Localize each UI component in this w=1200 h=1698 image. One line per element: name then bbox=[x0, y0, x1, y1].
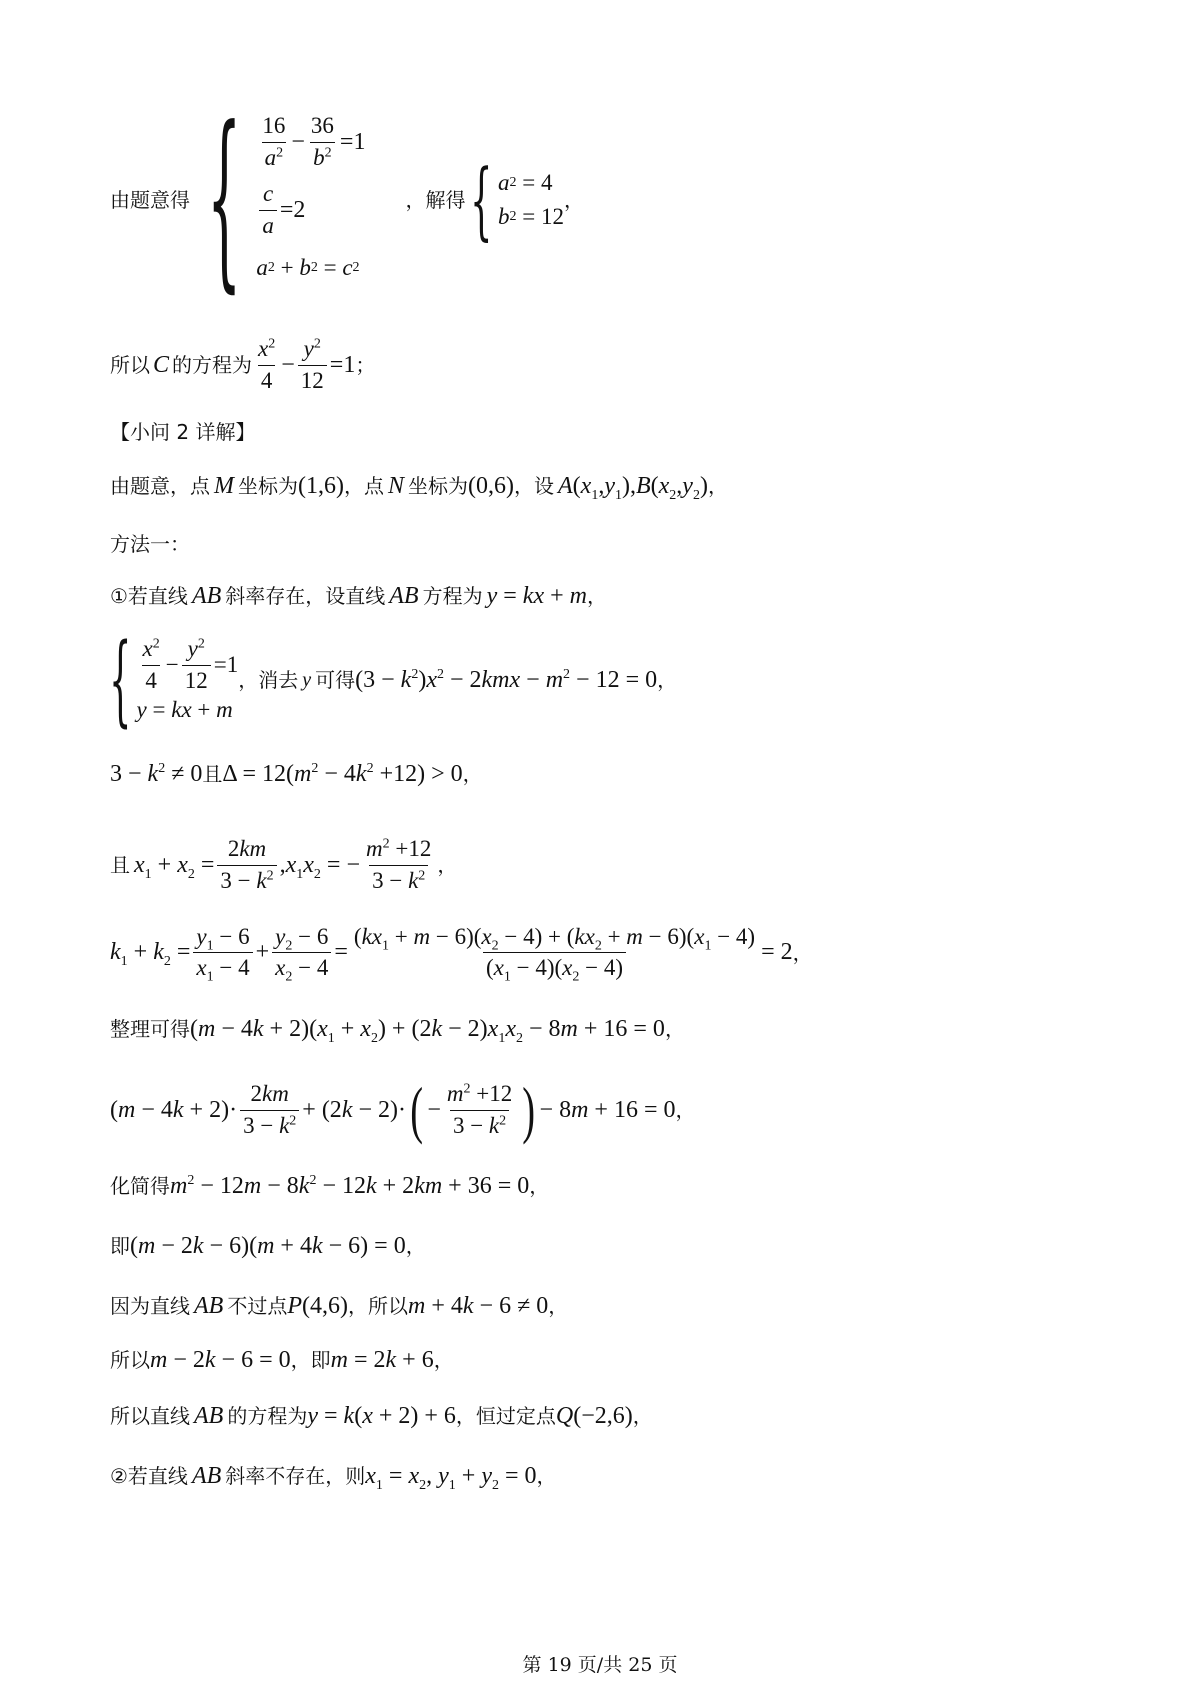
line-m-value: 所以 m − 2k − 6 = 0 ，即 m = 2k + 6 ， bbox=[110, 1347, 454, 1373]
line-simplify-2: 化简得 $m^2 - 12m - 8k^2 - 12k + 2km + 36 = 0$ ， bbox=[110, 1173, 550, 1199]
line-k-sum: $k_1 + k_2$ = $\frac{y_1 - 6}{x_1 - 4}$ + $\frac{y_2 - 6}{x_2 - 4}$ = $\frac{(kx_1 + m - 6)(x_2 - 4) + (kx_2 + m - 6)(x_1 - 4)}{(x_1 - 4)(x_2 - 4)}$ = 2 ， bbox=[110, 923, 813, 985]
method-one-label: 方法一： bbox=[110, 532, 190, 556]
line-vieta: 且 $x_1 + x_2$ = $\frac{2km}{3 - k^2}$ $,x_1x_2$ = − $\frac{m^2 +12}{3 - k^2}$ ， bbox=[110, 836, 458, 893]
equation-system: { $\frac{16}{a^2}$ − $\frac{36}{b^2}$ =1 $\frac{c}{a}$ =2 a 2 + b 2 = c 2 bbox=[206, 88, 366, 311]
line-system-1: 由题意得 { $\frac{16}{a^2}$ − $\frac{36}{b^2}$ =1 $\frac{c}{a}$ =2 a 2 + b 2 = c 2 ，解得 { a 2 = 4 b 2 = 12 ， bbox=[110, 88, 584, 311]
line-eliminate: { $\frac{x^2}{4}$ − $\frac{y^2}{12}$ =1 y = kx + m ，消去 y 可得 $(3 - k^2)x^2 - 2kmx - m^2 - 12 = 0$ ， bbox=[109, 622, 678, 738]
line-slope-exists: ①若直线 AB 斜率存在，设直线 AB 方程为 y = kx + m ， bbox=[110, 583, 607, 609]
line-slope-not-exists: ②若直线 AB 斜率不存在，则 $x_1 = x_2$, $y_1 + y_2 = 0$ ， bbox=[110, 1463, 557, 1493]
line-simplify-1: 整理可得 $(m - 4k + 2)(x_1 + x_2) + (2k - 2)x_1x_2 - 8m + 16 = 0$ ， bbox=[110, 1016, 685, 1046]
line-discriminant: $3 - k^2 \ne 0$ 且 $\Delta = 12(m^2 - 4k^2 +12) > 0$ ， bbox=[110, 761, 483, 787]
line-factor: 即 (m − 2k − 6)(m + 4k − 6) = 0 ， bbox=[110, 1233, 426, 1259]
line-fixed-point: 所以直线 AB 的方程为 y = k(x + 2) + 6 ，恒过定点 Q(−2,6) ， bbox=[110, 1403, 653, 1429]
section-heading: 【小问 2 详解】 bbox=[110, 420, 256, 444]
solution-system: { a 2 = 4 b 2 = 12 bbox=[470, 150, 564, 250]
line-equation-c: 所以 C 的方程为 $\frac{x^2}{4}$ − $\frac{y^2}{12}$ =1 ； bbox=[110, 336, 376, 393]
line-substitute: (m − 4k + 2)· $\frac{2km}{3 - k^2}$ + (2k − 2)· ( − $\frac{m^2 +12}{3 - k^2}$ ) − 8m + 16 = 0 ， bbox=[110, 1073, 696, 1145]
page-footer: 第 19 页/共 25 页 bbox=[522, 1654, 678, 1676]
line-not-through-p: 因为直线 AB 不过点 P(4,6) ，所以 m + 4k − 6 ≠ 0 ， bbox=[110, 1293, 569, 1319]
text-given: 由题意得 bbox=[110, 188, 190, 212]
text-solve: ，解得 bbox=[405, 188, 466, 212]
line-points: 由题意，点 M 坐标为 (1,6) ，点 N 坐标为 (0,6) ，设 $A(x_1,y_1),B(x_2,y_2)$ ， bbox=[110, 473, 728, 503]
